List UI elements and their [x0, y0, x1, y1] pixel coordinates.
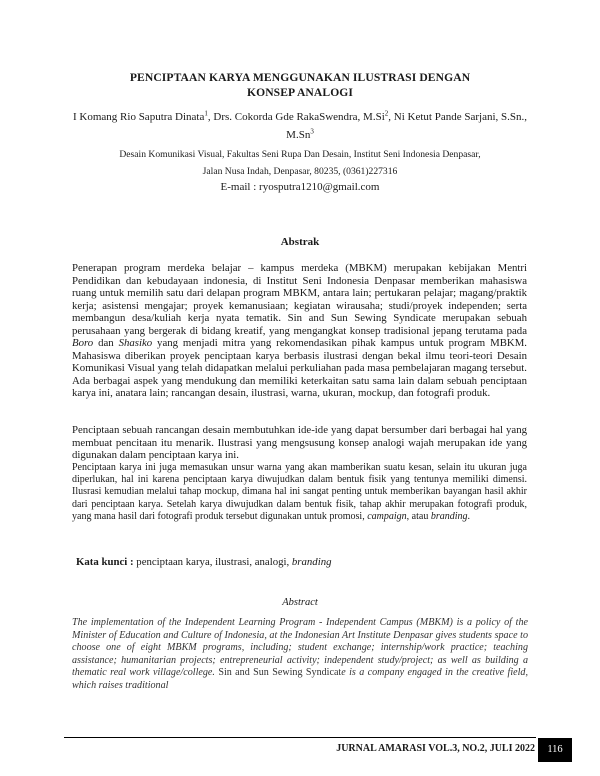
p1-dan: dan — [93, 337, 119, 349]
keywords-values: penciptaan karya, ilustrasi, analogi, — [133, 556, 292, 568]
abstract-english — [72, 617, 528, 693]
p1-text-b: yang menjadi mitra yang rekomendasikan pihak kampus untuk program MBKM. Mahasiswa diberikan proyek penciptaan karya berbasis ilustrasi dengan bekal ilmu teori-teori Desain Komunikasi Visual yang telah didapatkan melalui perkuliahan pada masa pembelajaran magang tersebut. Ada berbagai aspek yang mendukung dan memiliki keterkaitan satu sama lain dalam sebuah penciptaan karya ini, anatara lain; rancangan desain, ilustrasi, warna, ukuran, mockup, dan fotografi produk. — [72, 337, 527, 399]
p1-text-a: Penerapan program merdeka belajar – kampus merdeka (MBKM) merupakan kebijakan Mentri Pendidikan dan kebudayaan indonesia, di Institut Seni Indonesia Denpasar memberikan mahasiswa ruang untuk memilih satu dari delapan program MBKM, antara lain; pertukaran pelajar; magang/praktik kerja; asistensi mengajar; proyek kemanusiaan; kegiatan wirausaha; studi/proyek independen; serta membangun desa/kuliah kerja nyata tematik. Sin and Sun Sewing Syndicate merupakan sebuah perusahaan yang bergerak di bidang kreatif, yang mengangkat konsep tradisional jepang terutama pada — [72, 262, 527, 337]
author-3-sup: 3 — [310, 127, 314, 136]
abstract-text-b: e is a company engaged in the creative field, which raises traditional — [72, 667, 528, 691]
page-number: 116 — [538, 738, 572, 762]
keywords-branding: branding — [291, 556, 332, 568]
p3-branding: branding — [430, 510, 468, 522]
p3-end: . — [467, 510, 470, 522]
abstract-text-a: The implementation of the Independent Learning Program - Independent Campus (MBKM) is a policy of the Minister of Education and Culture of Indonesia, at the Indonesian Art Institute Denpasar gives students space to choose one of eight MBKM programs, including; student exchange; internship/work practice; teaching assistance; humanitarian projects; entrepreneurial activity; independent study/project; as well as building a thematic real work village/college. — [72, 617, 528, 679]
author-separator: , — [207, 111, 214, 123]
journal-footer: JURNAL AMARASI VOL.3, NO.2, JULI 2022 — [336, 743, 535, 754]
title-line-2: KONSEP ANALOGI — [246, 86, 354, 99]
author-1: I Komang Rio Saputra Dinata — [73, 111, 205, 123]
p3-campaign: campaign — [367, 510, 407, 522]
p1-boro: Boro — [72, 337, 94, 349]
title-line-1: PENCIPTAAN KARYA MENGGUNAKAN ILUSTRASI DENGAN — [129, 71, 471, 84]
abstrak-heading: Abstrak — [280, 236, 320, 248]
affiliation — [70, 146, 530, 180]
author-separator: , — [388, 111, 394, 123]
abstrak-paragraph-3 — [72, 462, 527, 523]
paper-title — [80, 70, 520, 100]
abstrak-paragraph-2: Penciptaan sebuah rancangan desain membutuhkan ide-ide yang dapat bersumber dari berbagai hal yang membuat pencitaan itu menarik. Ilustrasi yang mengsusung konsep analogi wajah merupakan ide yang digunakan dalam penciptaan karya ini. — [72, 424, 527, 461]
abstract-heading: Abstract — [282, 597, 318, 608]
keywords — [76, 555, 526, 569]
abstrak-paragraph-1 — [72, 262, 527, 400]
p3-atau: , atau — [406, 510, 431, 522]
footer-divider — [64, 737, 536, 738]
author-1-sup: 1 — [204, 109, 208, 118]
author-2-sup: 2 — [384, 109, 389, 118]
author-list — [70, 108, 530, 144]
keywords-label: Kata kunci : — [76, 556, 134, 568]
p3-text-a: Penciptaan karya ini juga memasukan unsur warna yang akan mamberikan suatu kesan, selain itu ukuran juga diperlukan, hal ini karena penciptaan karya diwujudkan dalam bentuk fisik yang tentunya memiliki dimensi. Ilusrasi kemudian melalui tahap mockup, dimana hal ini sangat penting untuk memberikan bayangan hasil akhir dari penciptaan karya. Setelah karya diwujudkan dalam bentuk fisik, tahap akhir merupakan fotografi produk, yang mana hasil dari fotografi produk tersebut digunakan untuk promosi, — [72, 462, 527, 522]
author-email: E-mail : ryosputra1210@gmail.com — [220, 181, 380, 193]
author-3: Ni Ketut Pande Sarjani, S.Sn., M.Sn — [286, 111, 527, 141]
p1-shasiko: Shasiko — [118, 337, 153, 349]
author-2: Drs. Cokorda Gde RakaSwendra, M.Si — [213, 111, 385, 123]
abstract-company-name: Sin and Sun Sewing Syndicat — [218, 667, 342, 679]
affiliation-line-2: Jalan Nusa Indah, Denpasar, 80235, (0361)227316 — [202, 166, 398, 177]
affiliation-line-1: Desain Komunikasi Visual, Fakultas Seni Rupa Dan Desain, Institut Seni Indonesia Denpasar, — [119, 149, 481, 160]
